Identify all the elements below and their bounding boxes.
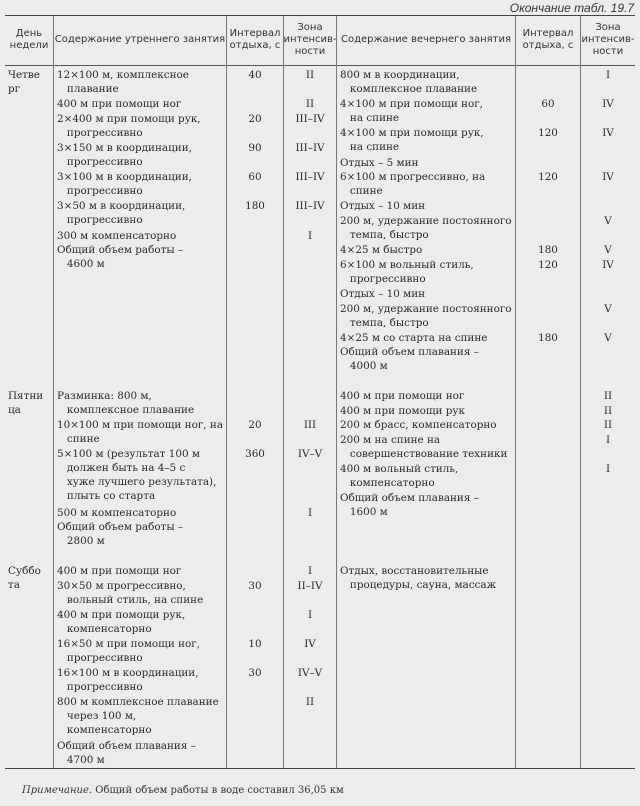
evening-zone: IV — [602, 98, 614, 111]
evening-item — [340, 462, 515, 490]
evening-item — [340, 170, 515, 198]
morning-item-line: прогрессивно — [57, 126, 143, 139]
morning-item-line: 30×50 м прогрессивно, — [57, 579, 186, 592]
evening-zone: II — [603, 390, 613, 402]
morning-interval: 20 — [248, 112, 262, 125]
evening-item — [340, 389, 515, 403]
morning-item — [57, 695, 225, 737]
morning-item-line: прогрессивно — [57, 214, 143, 227]
evening-zone: V — [604, 302, 612, 315]
morning-zone: II–IV — [297, 579, 323, 592]
evening-item — [340, 404, 515, 418]
header-evening: Содержание вечернего занятия — [340, 34, 512, 45]
morning-item-line: хуже лучшего результата), — [57, 476, 217, 489]
morning-item-line: 400 м при помощи ног — [57, 98, 182, 111]
evening-zone: IV — [602, 258, 614, 271]
evening-interval: 180 — [538, 331, 558, 344]
morning-interval: 60 — [248, 171, 262, 184]
morning-item-line: 4700 м — [57, 754, 105, 767]
morning-zone: III — [303, 419, 317, 432]
morning-item-line: компенсаторно — [57, 622, 152, 635]
morning-item-line: плыть со старта — [57, 490, 156, 503]
evening-item — [340, 302, 515, 330]
morning-interval: 90 — [248, 142, 262, 154]
evening-item-line: 4×100 м при помощи рук, — [340, 127, 484, 140]
morning-zone: IV–V — [297, 448, 323, 461]
evening-interval: 120 — [538, 127, 558, 140]
morning-item — [57, 229, 225, 243]
evening-item — [340, 564, 515, 592]
morning-item-line: Общий объем работы – — [57, 521, 184, 534]
morning-item — [57, 199, 225, 227]
evening-item-line: компенсаторно — [340, 477, 435, 489]
morning-item — [57, 739, 225, 767]
morning-item-line: 5×100 м (результат 100 м — [57, 448, 200, 461]
evening-item-line: 4×25 м со старта на спине — [340, 331, 488, 344]
morning-zone: I — [307, 565, 313, 577]
morning-item — [57, 564, 225, 578]
evening-item-line: 800 м в координации, — [340, 69, 460, 81]
evening-item-line: процедуры, сауна, массаж — [340, 579, 497, 591]
evening-item — [340, 331, 515, 345]
day-name: Пятница — [8, 390, 44, 416]
evening-item-line: комплексное плавание — [340, 83, 478, 95]
evening-item-line: Отдых – 10 мин — [340, 200, 426, 213]
morning-zone: II — [305, 69, 315, 81]
evening-item-line: на спине — [340, 112, 400, 125]
evening-item — [340, 243, 515, 257]
morning-zone: III–IV — [295, 171, 325, 184]
morning-item-line: комплексное плавание — [57, 404, 195, 416]
evening-item-line: Отдых – 5 мин — [340, 156, 419, 169]
evening-item-line: 4×100 м при помощи ног, — [340, 98, 483, 111]
morning-zone: II — [305, 696, 315, 709]
evening-interval: 60 — [541, 98, 555, 111]
evening-zone: I — [605, 433, 611, 446]
morning-item-line: 3×50 м в координации, — [57, 200, 186, 213]
morning-item-line: 2×400 м при помощи рук, — [57, 112, 201, 125]
morning-item-line: 12×100 м, комплексное — [57, 69, 189, 81]
table-note — [22, 785, 344, 796]
morning-item-line: прогрессивно — [57, 185, 143, 198]
header-interval-evening: Интервал отдыха, с — [522, 28, 574, 51]
evening-item — [340, 199, 515, 213]
evening-item-line: 200 м брасс, компенсаторно — [340, 419, 497, 432]
header-interval-morning: Интервал отдыха, с — [229, 28, 281, 51]
evening-item-line: прогрессивно — [340, 272, 426, 285]
morning-item-line: 2800 м — [57, 535, 105, 548]
morning-interval: 30 — [248, 667, 262, 680]
morning-item-line: вольный стиль, на спине — [57, 593, 204, 606]
note-text: Общий объем работы в воде составил 36,05 км — [92, 785, 344, 796]
morning-item-line: 300 м компенсаторно — [57, 229, 177, 242]
evening-zone: V — [604, 331, 612, 344]
morning-item-line: 3×100 м в координации, — [57, 171, 192, 184]
morning-interval: 30 — [248, 579, 262, 592]
morning-item-line: прогрессивно — [57, 156, 143, 168]
column-divider — [336, 16, 337, 768]
evening-zone: IV — [602, 127, 614, 140]
evening-item-line: Отдых, восстановительные — [340, 565, 489, 577]
evening-item — [340, 418, 515, 432]
morning-item — [57, 506, 225, 520]
day-name: Суббота — [8, 565, 41, 591]
evening-item-line: темпа, быстро — [340, 229, 429, 241]
morning-interval: 180 — [245, 200, 265, 213]
morning-item-line: 4600 м — [57, 258, 105, 271]
morning-zone: II — [305, 98, 315, 111]
morning-item — [57, 68, 225, 96]
column-divider — [226, 16, 227, 768]
column-divider — [283, 16, 284, 768]
morning-item-line: 16×50 м при помощи ног, — [57, 638, 200, 650]
morning-item-line: через 100 м, — [57, 710, 137, 723]
evening-item-line: Общий объем плавания – — [340, 346, 479, 359]
morning-item-line: 800 м комплексное плавание — [57, 696, 219, 709]
evening-item-line: 200 м, удержание постоянного — [340, 215, 512, 227]
morning-item — [57, 608, 225, 636]
evening-item-line: 200 м, удержание постоянного — [340, 302, 512, 315]
morning-interval: 360 — [245, 448, 265, 461]
morning-item-line: 3×150 м в координации, — [57, 142, 192, 154]
morning-zone: I — [307, 608, 313, 621]
header-zone-evening: Зона интенсив-ности — [581, 22, 635, 57]
evening-zone: IV — [602, 171, 614, 184]
evening-item-line: спине — [340, 185, 383, 198]
morning-zone: IV — [304, 638, 316, 650]
evening-item-line: 4000 м — [340, 360, 388, 373]
training-table — [5, 15, 635, 769]
evening-item-line: 4×25 м быстро — [340, 244, 423, 257]
morning-item-line: 400 м при помощи ног — [57, 565, 182, 577]
morning-interval: 20 — [248, 419, 262, 432]
evening-zone: II — [603, 419, 613, 432]
morning-zone: III–IV — [295, 112, 325, 125]
evening-item-line: 400 м при помощи ног — [340, 390, 465, 402]
evening-item — [340, 97, 515, 125]
evening-item-line: 400 м вольный стиль, — [340, 463, 459, 475]
evening-interval: 120 — [538, 171, 558, 184]
morning-item — [57, 389, 225, 417]
morning-item — [57, 141, 225, 169]
evening-interval: 120 — [538, 258, 558, 271]
morning-item-line: Общий объем работы – — [57, 244, 184, 257]
evening-item — [340, 433, 515, 461]
note-label: Примечание. — [22, 785, 93, 796]
header-day: День недели — [9, 28, 49, 51]
morning-item — [57, 447, 225, 503]
morning-item — [57, 97, 225, 111]
morning-item-line: прогрессивно — [57, 681, 143, 694]
morning-item-line: должен быть на 4–5 с — [57, 462, 186, 475]
header-morning: Содержание утреннего занятия — [54, 34, 226, 45]
evening-item — [340, 345, 515, 373]
evening-item — [340, 491, 515, 519]
evening-item-line: темпа, быстро — [340, 316, 429, 329]
morning-item-line: 16×100 м в координации, — [57, 667, 199, 680]
morning-item — [57, 112, 225, 140]
evening-zone: I — [605, 69, 611, 81]
morning-item-line: 500 м компенсаторно — [57, 506, 177, 519]
morning-item-line: 400 м при помощи рук, — [57, 608, 186, 621]
header-zone-morning: Зона интенсив-ности — [283, 22, 337, 57]
evening-item — [340, 126, 515, 154]
morning-interval: 10 — [248, 638, 262, 650]
morning-item — [57, 170, 225, 198]
morning-item-line: компенсаторно — [57, 724, 152, 737]
morning-zone: I — [307, 229, 313, 242]
morning-item-line: прогрессивно — [57, 652, 143, 664]
morning-item — [57, 637, 225, 665]
morning-item — [57, 579, 225, 607]
morning-item-line: Разминка: 800 м, — [57, 390, 152, 402]
morning-item — [57, 520, 225, 548]
evening-item-line: 400 м при помощи рук — [340, 404, 465, 417]
morning-item — [57, 666, 225, 694]
evening-item-line: 6×100 м прогрессивно, на — [340, 171, 486, 184]
evening-zone: II — [603, 404, 613, 417]
evening-item-line: Отдых – 10 мин — [340, 288, 426, 300]
morning-zone: I — [307, 506, 313, 519]
morning-zone: III–IV — [295, 142, 325, 154]
evening-item-line: 1600 м — [340, 506, 388, 519]
evening-item-line: 200 м на спине на — [340, 433, 441, 446]
evening-item — [340, 68, 515, 96]
evening-zone: V — [604, 244, 612, 257]
evening-item — [340, 287, 515, 301]
column-divider — [53, 16, 54, 768]
morning-item-line: Общий объем плавания – — [57, 740, 196, 753]
evening-item-line: на спине — [340, 141, 400, 154]
table-caption: Окончание табл. 19.7 — [509, 1, 634, 15]
evening-item-line: Общий объем плавания – — [340, 492, 479, 505]
morning-zone: IV–V — [297, 667, 323, 680]
morning-item-line: плавание — [57, 83, 119, 95]
day-name: Четверг — [8, 69, 40, 95]
evening-item-line: 6×100 м вольный стиль, — [340, 258, 474, 271]
evening-item — [340, 156, 515, 170]
morning-item-line: спине — [57, 433, 100, 446]
morning-item-line: 10×100 м при помощи ног, на — [57, 419, 224, 432]
evening-item — [340, 258, 515, 286]
header-divider — [5, 65, 635, 66]
evening-item — [340, 214, 515, 242]
morning-item — [57, 243, 225, 271]
evening-zone: I — [605, 463, 611, 475]
morning-item — [57, 418, 225, 446]
evening-interval: 180 — [538, 244, 558, 257]
morning-interval: 40 — [248, 69, 262, 81]
evening-item-line: совершенствование техники — [340, 447, 508, 460]
evening-zone: V — [604, 215, 612, 227]
morning-zone: III–IV — [295, 200, 325, 213]
